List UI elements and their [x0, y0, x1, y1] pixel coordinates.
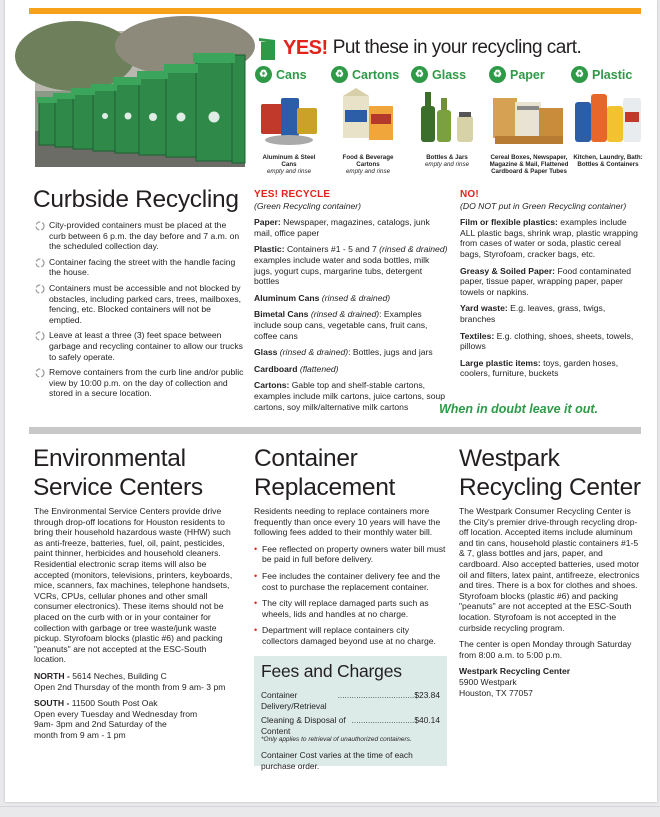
top-accent-bar — [29, 8, 641, 14]
no-recycle-subheading: (DO NOT put in Green Recycling container) — [460, 200, 627, 211]
aluminum-entry: Aluminum Cans (rinsed & drained) — [254, 292, 391, 303]
cartons-recycle-icon: ♻ — [331, 66, 348, 83]
category-caption: Food & Beverage Cartons empty and rinse — [342, 154, 394, 175]
cardboard-entry: Cardboard (flattened) — [254, 363, 339, 374]
cartons-entry: Cartons: Gable top and shelf-stable cartons, examples include milk cartons, juice cartons, soup cartons, soy milk/alternative milk cartons — [254, 380, 446, 412]
fee-row-delivery: Container Delivery/Retrieval ................................. $23.84 — [261, 690, 440, 711]
westpark-body — [459, 506, 641, 698]
list-item: • Fee reflected on property owners water bill must be paid in full before delivery. — [254, 544, 447, 565]
trash-cart-icon — [259, 36, 277, 60]
category-label: Paper — [510, 67, 545, 82]
large-plastic-entry: Large plastic items: toys, garden hoses, coolers, furniture, buckets — [460, 357, 619, 379]
esc-north: NORTH - 5614 Neches, Building C Open 2nd Thursday of the month from 9 am- 3 pm — [34, 670, 226, 692]
cans-illustration — [255, 88, 323, 150]
no-recycle-heading: NO! — [460, 189, 479, 200]
list-item: Remove containers from the curb line and/or public view by 10:00 p.m. on the day of collection and stored in a secure location. — [35, 367, 245, 399]
film-entry: Film or flexible plastics: examples include ALL plastic bags, shrink wrap, plastic wrapping from cases of water or soda, plastic cereal bags, Styrofoam, cracker bags, etc. — [460, 217, 638, 259]
curbside-rules — [35, 220, 245, 404]
glass-entry: Glass (rinsed & drained): Bottles, jugs and jars — [254, 347, 433, 358]
esc-title: Environmental Service Centers — [33, 445, 203, 501]
recycle-bullet-icon — [35, 258, 45, 268]
westpark-description: The Westpark Consumer Recycling Center is the City's premier drive-through recycling drop-off location. Accepted items include aluminum and tin cans, household plastic containers #1-5 & 7, glass bottles and jars, paper, and cardboard. Also accepted batteries, used motor oil and filters, latex paint, antifreeze, electronics and tires. There is a box for clothes and shoes. Styrofoam blocks (plastic #6) and packing "peanuts" are not accepted at the ESC-South location. Styrofoam is not accepted in the curbside recycling program. — [459, 506, 640, 633]
yes-recycle-column — [254, 190, 449, 418]
esc-body — [34, 506, 239, 746]
no-recycle-column — [460, 190, 640, 385]
recycle-bullet-icon — [35, 221, 45, 231]
greasy-entry: Greasy & Soiled Paper: Food contaminated paper, tissue paper, wrapping paper, paper towels or napkins. — [460, 265, 632, 297]
recycling-cart-header — [259, 33, 581, 63]
category-caption: Cereal Boxes, Newspaper, Magazine & Mail, Flattened Cardboard & Paper Tubes — [489, 154, 569, 175]
paper-entry: Paper: Newspaper, magazines, catalogs, junk mail, office paper — [254, 217, 430, 238]
cans-recycle-icon: ♻ — [255, 66, 272, 83]
textiles-entry: Textiles: E.g. clothing, shoes, sheets, towels, pillows — [460, 330, 634, 352]
esc-description: The Environmental Service Centers provide drive through drop-off locations for Houston residents to bring their household hazardous waste (HHW) such as anti-freeze, batteries, fuel, oil, paint, pesticides, paint thinner, herbicides and household cleaners. Residential electronic scrap items will also be accepted (monitors, televisions, printers, keyboards, mice, scanners, fax machines, telephone handsets, VCRs, CPUs, cellular phones and other small consumer electronics). These items should not be placed on the curb with or in your container for collection with garbage or tree waste/junk waste pickup. Styrofoam blocks (plastic #6) and packing "peanuts" are not accepted at the ESC-South location. — [34, 506, 233, 665]
westpark-address: Westpark Recycling Center 5900 Westpark Houston, TX 77057 — [459, 666, 571, 698]
next-page-edge — [0, 806, 660, 817]
container-bullets — [254, 544, 447, 647]
recyclable-categories — [255, 66, 645, 186]
container-title: Container Replacement — [254, 445, 396, 501]
list-item: Container facing the street with the handle facing the house. — [35, 257, 245, 278]
yes-recycle-heading: YES! RECYCLE — [254, 189, 331, 200]
header-text: Put these in your recycling cart. — [332, 37, 582, 58]
fee-row-cleaning: Cleaning & Disposal of Content ........................... $40.14 — [261, 715, 440, 736]
bimetal-entry: Bimetal Cans (rinsed & drained): Examples include soup cans, vegetable cans, fruit cans, coffee cans — [254, 309, 428, 341]
plastic-entry: Plastic: Containers #1 - 5 and 7 (rinsed & drained) examples include water and soda bottles, milk jugs, yogurt cups, margarine tubs, detergent bottles — [254, 244, 448, 287]
paper-illustration — [489, 88, 569, 150]
category-paper — [489, 66, 569, 186]
fees-box — [254, 656, 447, 771]
yes-word: YES! — [283, 36, 328, 59]
glass-recycle-icon: ♻ — [411, 66, 428, 83]
container-intro: Residents needing to replace containers more frequently than once every 10 years will have the following fees added to their monthly water bill. — [254, 506, 441, 538]
esc-south: SOUTH - 11500 South Post Oak Open every Tuesday and Wednesday from 9am- 3pm and 2nd Saturday of the month from 9 am - 1 pm — [34, 698, 198, 740]
westpark-hours: The center is open Monday through Saturday from 8:00 a.m. to 5:00 p.m. — [459, 639, 632, 660]
paper-recycle-icon: ♻ — [489, 66, 506, 83]
plastic-illustration — [571, 88, 645, 150]
list-item: • The city will replace damaged parts such as wheels, lids and handles at no charge. — [254, 598, 447, 619]
category-label: Cartons — [352, 67, 400, 82]
section-divider — [29, 427, 641, 434]
category-label: Cans — [276, 67, 307, 82]
fees-title: Fees and Charges — [261, 661, 402, 681]
category-caption: Kitchen, Laundry, Bath: Bottles & Containers — [573, 154, 643, 168]
list-item: • Fee includes the container delivery fee and the cost to purchase the replacement container. — [254, 571, 447, 592]
yard-entry: Yard waste: E.g. leaves, grass, twigs, branches — [460, 303, 606, 324]
category-caption: Bottles & Jars empty and rinse — [424, 154, 470, 168]
cartons-illustration — [331, 88, 405, 150]
westpark-title: Westpark Recycling Center — [459, 445, 641, 501]
glass-illustration — [411, 88, 483, 150]
fee-cost-note: Container Cost varies at the time of each purchase order. — [261, 750, 413, 771]
recycling-carts-photo — [35, 31, 245, 167]
category-label: Plastic — [592, 67, 633, 82]
category-label: Glass — [432, 67, 467, 82]
list-item: • Department will replace containers city collectors damaged beyond use at no charge. — [254, 625, 447, 646]
category-cartons — [331, 66, 405, 186]
list-item: Containers must be accessible and not blocked by obstacles, including parked cars, trees, mailboxes, fencing, etc. Blocked containers will not be emptied. — [35, 283, 245, 325]
curbside-title: Curbside Recycling — [33, 186, 239, 213]
list-item: Leave at least a three (3) feet space between garbage and recycling container to allow our trucks to safely operate. — [35, 330, 245, 362]
plastic-recycle-icon: ♻ — [571, 66, 588, 83]
recycle-bullet-icon — [35, 331, 45, 341]
yes-recycle-subheading: (Green Recycling container) — [254, 200, 361, 211]
category-caption: Aluminum & Steel Cans empty and rinse — [262, 154, 316, 175]
recycle-bullet-icon — [35, 284, 45, 294]
recycle-bullet-icon — [35, 368, 45, 378]
flyer-page — [5, 0, 657, 802]
category-cans — [255, 66, 323, 186]
list-item: City-provided containers must be placed at the curb between 6 p.m. the day before and 7 a.m. on the scheduled collection day. — [35, 220, 245, 252]
container-body — [254, 506, 447, 653]
doubt-slogan: When in doubt leave it out. — [439, 402, 599, 416]
category-plastic — [571, 66, 645, 186]
fee-note: *Only applies to retrieval of unauthorized containers. — [261, 736, 412, 743]
category-glass — [411, 66, 483, 186]
